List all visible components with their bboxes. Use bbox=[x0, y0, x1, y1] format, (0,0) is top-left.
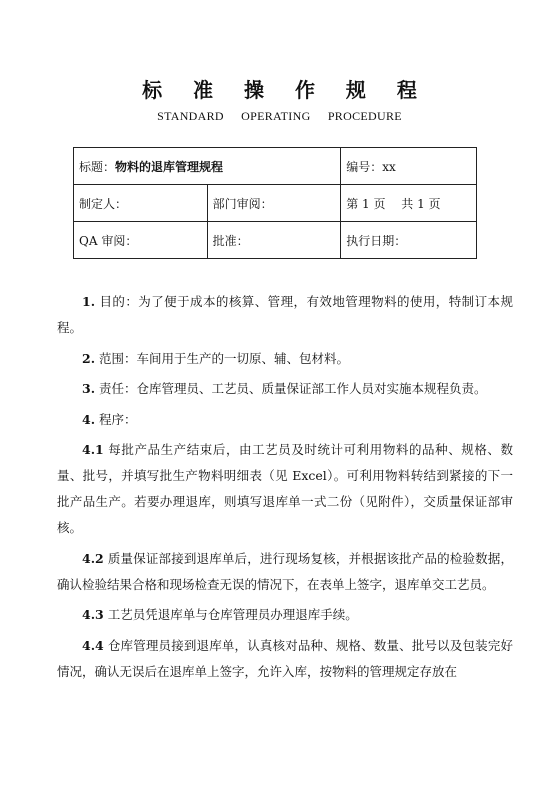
section-text: 责任：仓库管理员、工艺员、质量保证部工作人员对实施本规程负责。 bbox=[95, 381, 487, 396]
document-info-table bbox=[73, 147, 477, 259]
section-text: 每批产品生产结束后，由工艺员及时统计可利用物料的品种、规格、数量、批号，并填写批生产物料明细表（见 Excel）。可利用物料转结到紧接的下一批产品生产。若要办理退库，则填写退库单一式二份（见附件），交质量保证部审核。 bbox=[57, 442, 513, 535]
section-paragraph bbox=[57, 546, 513, 598]
section-paragraph bbox=[57, 376, 513, 402]
section-paragraph bbox=[57, 437, 513, 541]
exec-date-cell: 执行日期： bbox=[341, 222, 477, 259]
section-number: 4.3 bbox=[82, 607, 104, 622]
section-number: 3. bbox=[82, 381, 96, 396]
subject-cell bbox=[74, 148, 341, 185]
table-row bbox=[74, 148, 477, 185]
section-number: 2. bbox=[82, 350, 96, 366]
table-row bbox=[74, 222, 477, 259]
section-paragraph bbox=[57, 633, 513, 685]
section-text: 范围：车间用于生产的一切原、辅、包材料。 bbox=[95, 350, 350, 366]
section-paragraph bbox=[57, 346, 513, 372]
page-title: 标 准 操 作 规 程 bbox=[142, 78, 429, 102]
subject-value: 物料的退库管理规程 bbox=[115, 159, 224, 174]
section-text: 质量保证部接到退库单后，进行现场复核，并根据该批产品的检验数据，确认检验结果合格和现场检查无误的情况下，在表单上签字，退库单交工艺员。 bbox=[57, 550, 513, 592]
approve-cell: 批准： bbox=[207, 222, 341, 259]
section-number: 4.4 bbox=[82, 637, 104, 653]
section-text: 程序： bbox=[95, 411, 137, 427]
author-cell: 制定人： bbox=[74, 185, 208, 222]
section-paragraph bbox=[57, 289, 513, 341]
section-text: 目的：为了便于成本的核算、管理，有效地管理物料的使用，特制订本规程。 bbox=[57, 294, 513, 335]
qa-review-cell: QA 审阅： bbox=[74, 222, 208, 259]
subject-label: 标题： bbox=[79, 159, 116, 174]
section-text: 仓库管理员接到退库单，认真核对品种、规格、数量、批号以及包装完好情况，确认无误后在退库单上签字，允许入库，按物料的管理规定存放在 bbox=[57, 637, 513, 679]
section-number: 1. bbox=[82, 294, 96, 309]
section-text: 工艺员凭退库单与仓库管理员办理退库手续。 bbox=[103, 607, 358, 622]
table-row bbox=[74, 185, 477, 222]
code-cell: 编号：xx bbox=[341, 148, 477, 185]
section-number: 4.1 bbox=[82, 442, 104, 457]
section-number: 4.2 bbox=[82, 550, 104, 566]
section-paragraph bbox=[57, 602, 513, 628]
dept-review-cell: 部门审阅： bbox=[207, 185, 341, 222]
section-paragraph bbox=[57, 407, 513, 433]
procedure-body bbox=[57, 289, 513, 689]
section-number: 4. bbox=[82, 411, 96, 427]
page-subtitle: STANDARD OPERATING PROCEDURE bbox=[157, 109, 402, 123]
page-info-cell: 第 1 页 共 1 页 bbox=[341, 185, 477, 222]
